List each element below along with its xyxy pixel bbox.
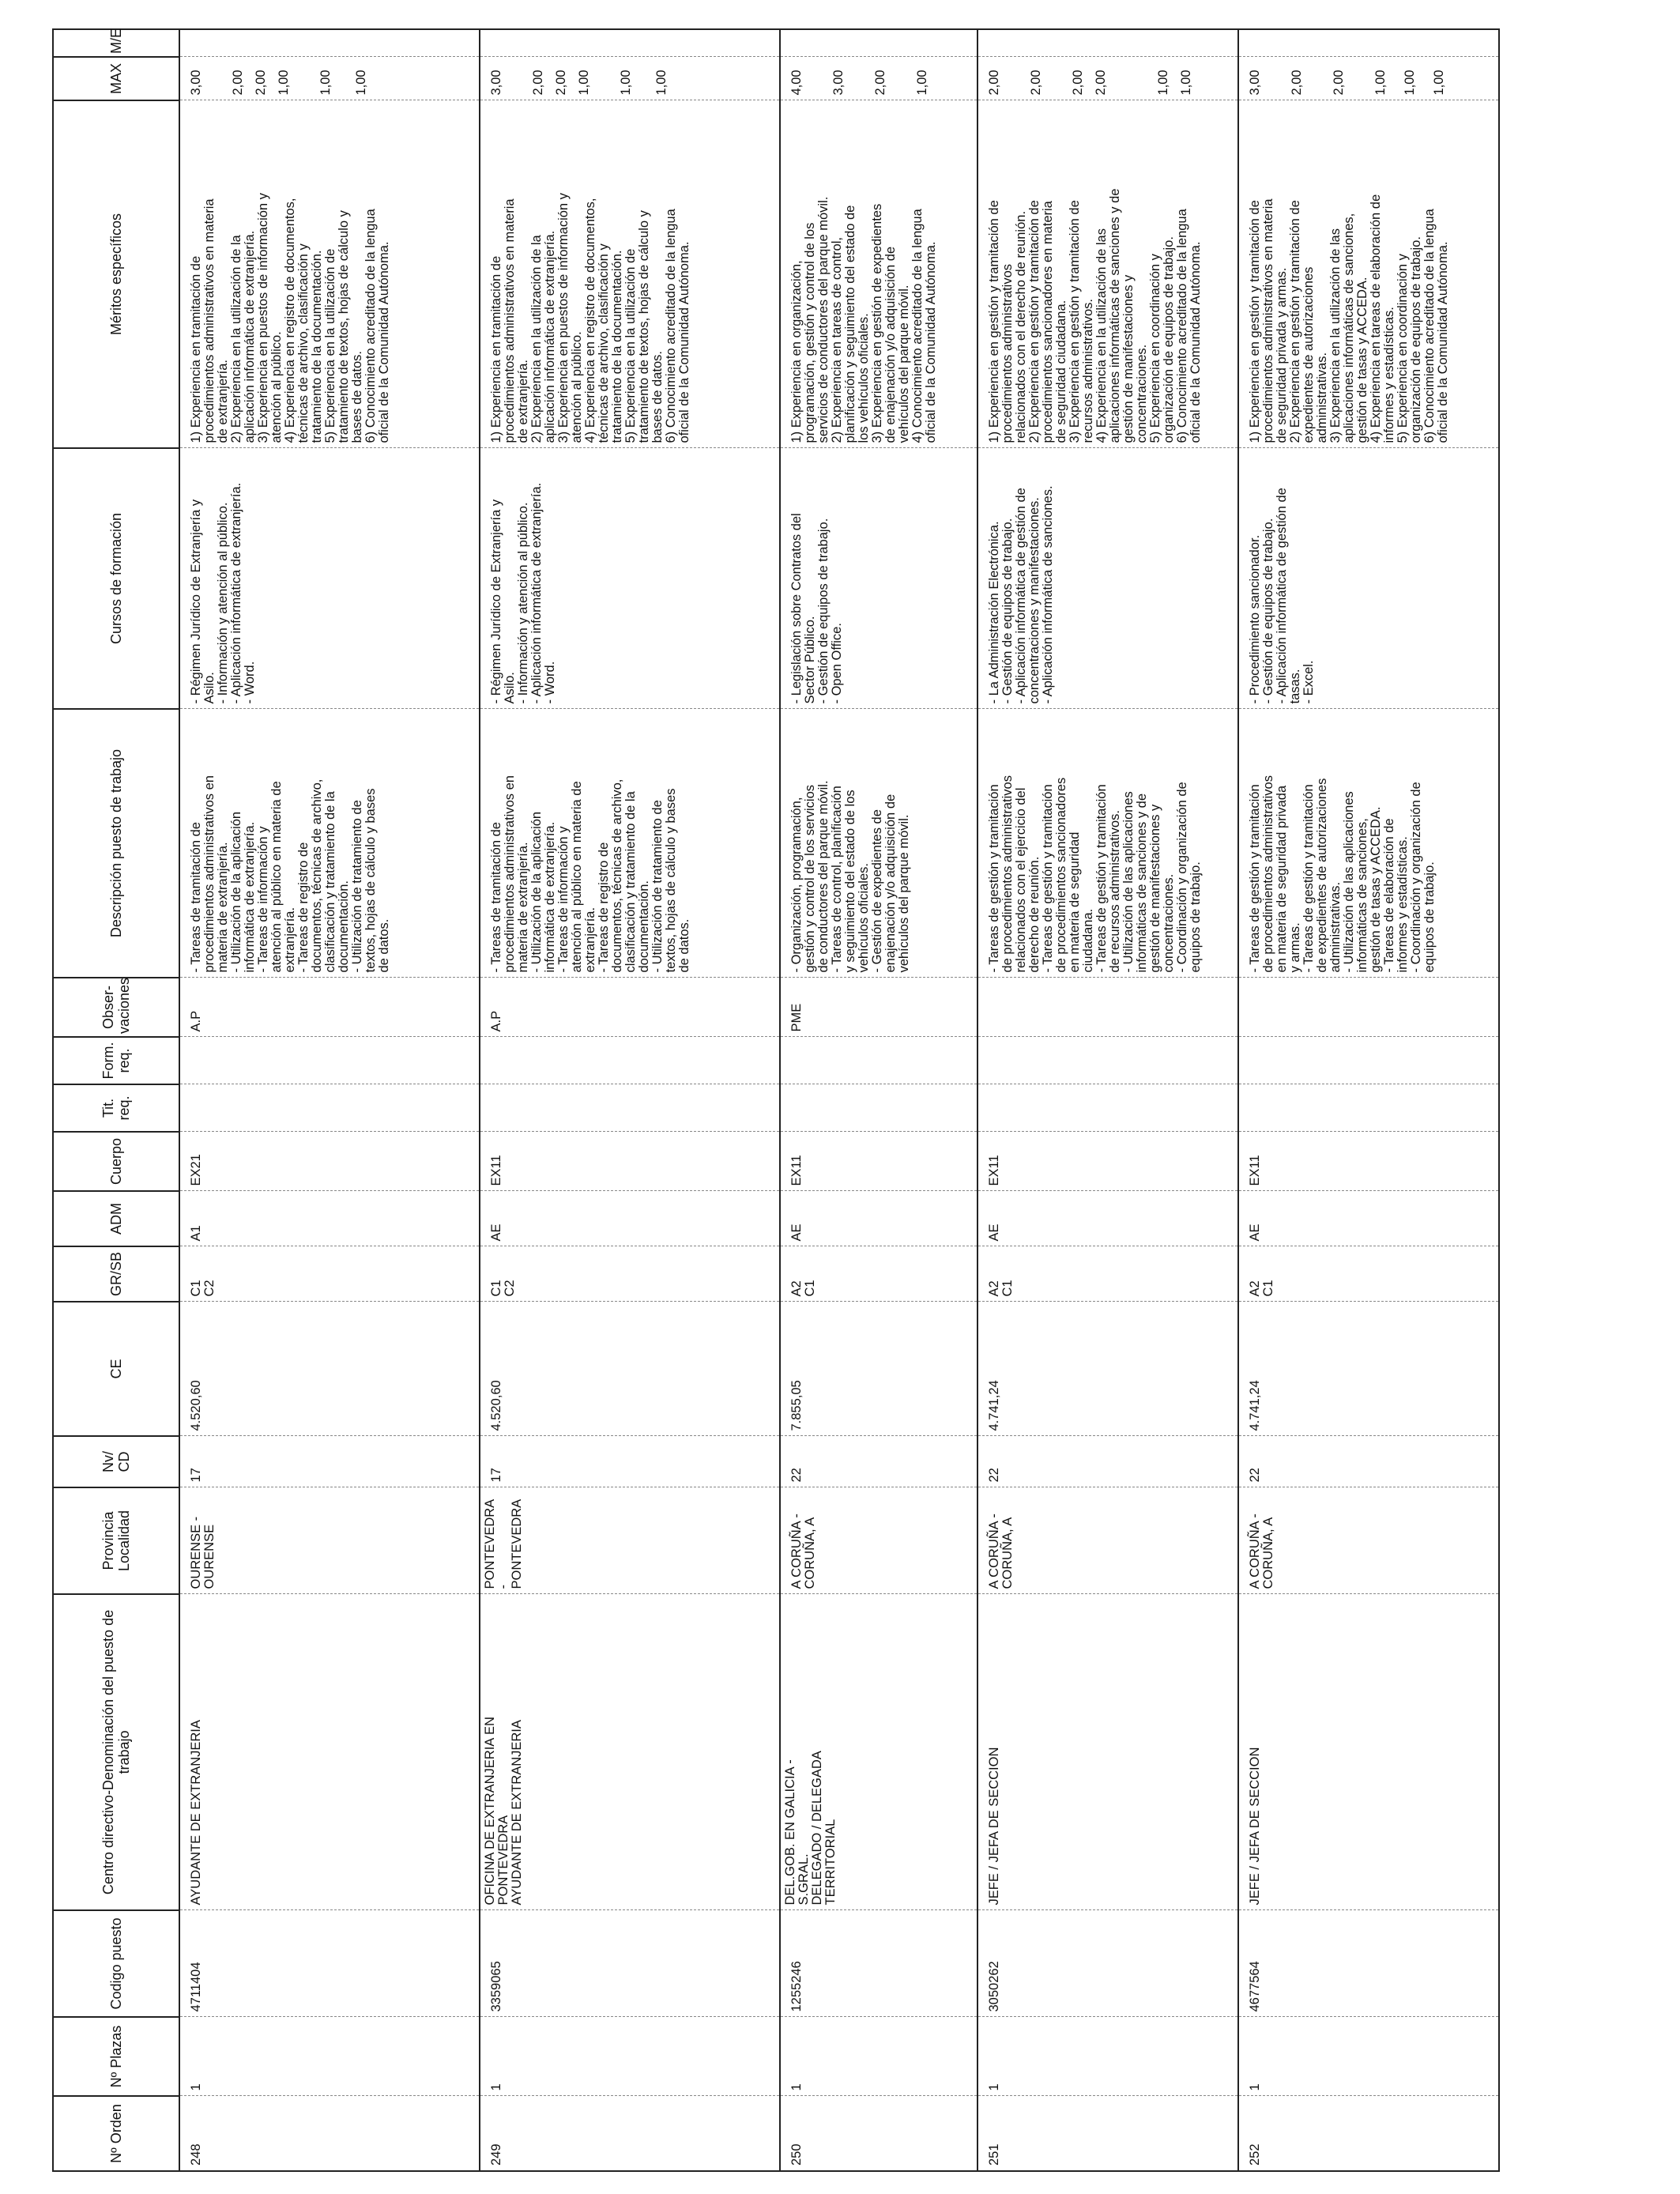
me-cell [179,29,480,57]
provincia-cell: PONTEVEDRA - PONTEVEDRA [480,1487,780,1594]
max-value: 1,00 [1156,70,1170,96]
descripcion-cell: - Organización, programación, gestión y control de los servicios de conductores del parque móvil. - Tareas de control, planificación y seguimiento del estado de los vehículos oficiales. - Gestión de expedientes de enajenación y/o adquisición de vehículos del parque móvil. [780,709,977,978]
max-value: 3,00 [1248,70,1262,96]
obs-cell: PME [780,978,977,1037]
codigo-cell: 3050262 [977,1910,1238,2017]
descripcion-cell: - Tareas de tramitación de procedimientos administrativos en materia de extranjería. - Utilización de la aplicación informática de extranjería. - Tareas de información y atención al público en materia de extranjería. - Tareas de registro de documentos, técnicas de archivo, clasificación y tratamiento de la documentación. - Utilización de tratamiento de textos, hojas de cálculo y bases de datos. [480,709,780,978]
plazas-cell: 1 [780,2017,977,2096]
header-tit: Tit. req. [53,1084,179,1132]
header-gr: GR/SB [53,1246,179,1302]
orden-cell: 248 [179,2096,480,2171]
cuerpo-cell: EX11 [1238,1132,1499,1191]
form-cell [1238,1037,1499,1084]
plazas-cell: 1 [1238,2017,1499,2096]
gr-cell: A2 C1 [780,1246,977,1302]
me-cell [977,29,1238,57]
max-cell [179,57,480,100]
header-descripcion: Descripción puesto de trabajo [53,709,179,978]
max-value: 1,00 [619,70,633,96]
cursos-cell: - Régimen Jurídico de Extranjería y Asilo. - Información y atención al público. - Aplicación informática de extranjería. - Word. [480,448,780,709]
max-value: 3,00 [489,70,503,96]
denominacion-puesto: DELEGADO / DELEGADA TERRITORIAL [810,1751,838,1906]
me-cell [780,29,977,57]
centro-cell [179,1594,480,1910]
max-cell [1238,57,1499,100]
max-cell [480,57,780,100]
me-cell [480,29,780,57]
max-value: 1,00 [1432,70,1446,96]
tit-cell [480,1084,780,1132]
max-value: 1,00 [354,70,368,96]
provincia-cell: OURENSE - OURENSE [179,1487,480,1594]
ce-cell: 4.741,24 [1238,1302,1499,1436]
header-centro: Centro directivo-Denominación del puesto de trabajo [53,1594,179,1910]
codigo-cell: 3359065 [480,1910,780,2017]
nv-cell: 22 [977,1436,1238,1487]
gr-cell: A2 C1 [1238,1246,1499,1302]
header-provincia: Provincia Localidad [53,1487,179,1594]
form-cell [480,1037,780,1084]
header-codigo: Codigo puesto [53,1910,179,2017]
codigo-cell: 4711404 [179,1910,480,2017]
max-value: 2,00 [531,70,545,96]
tit-cell [1238,1084,1499,1132]
denominacion-puesto: AYUDANTE DE EXTRANJERIA [189,1720,203,1906]
nv-cell: 17 [480,1436,780,1487]
ce-cell: 7.855,05 [780,1302,977,1436]
nv-cell: 22 [780,1436,977,1487]
nv-cell: 17 [179,1436,480,1487]
ce-cell: 4.520,60 [480,1302,780,1436]
tit-cell [780,1084,977,1132]
max-value: 2,00 [987,70,1001,96]
max-value: 2,00 [1071,70,1085,96]
max-value: 1,00 [577,70,591,96]
centro-directivo: OFICINA DE EXTRANJERIA EN PONTEVEDRA [483,1717,510,1906]
centro-cell [977,1594,1238,1910]
obs-cell: A.P [480,978,780,1037]
cursos-cell: - Legislación sobre Contratos del Sector Público. - Gestión de equipos de trabajo. - Open Office. [780,448,977,709]
table-header [53,29,179,2171]
max-value: 1,00 [318,70,333,96]
meritos-cell: 1) Experiencia en tramitación de procedimientos administrativos en materia de extranjería. 2) Experiencia en la utilización de la aplicación informática de extranjería. 3) Experiencia en puestos de información y atención al público. 4) Experiencia en registro de documentos, técnicas de archivo, clasificación y tratamiento de la documentación. 5) Experiencia en la utilización de tratamiento de textos, hojas de cálculo y bases de datos. 6) Conocimiento acreditado de la lengua oficial de la Comunidad Autónoma. [480,100,780,448]
descripcion-cell: - Tareas de gestión y tramitación de procedimientos administrativos relacionados con el ejercicio del derecho de reunión. - Tareas de gestión y tramitación de procedimientos sancionadores en materia de seguridad ciudadana. - Tareas de gestión y tramitación de recursos administrativos. - Utilización de las aplicaciones informáticas de sanciones y de gestión de manifestaciones y concentraciones. - Coordinación y organización de equipos de trabajo. [977,709,1238,978]
centro-cell [1238,1594,1499,1910]
form-cell [179,1037,480,1084]
adm-cell: AE [480,1191,780,1246]
max-value: 2,00 [1332,70,1346,96]
codigo-cell: 4677564 [1238,1910,1499,2017]
centro-directivo: DEL.GOB. EN GALICIA - S.GRAL. [783,1759,811,1906]
meritos-cell: 1) Experiencia en organización, programación, gestión y control de los servicios de conductores del parque móvil. 2) Experiencia en tareas de control, planificación y seguimiento del estado de los vehículos oficiales. 3) Experiencia en gestión de expedientes de enajenación y/o adquisición de vehículos del parque móvil. 4) Conocimiento acreditado de la lengua oficial de la Comunidad Autónoma. [780,100,977,448]
header-cuerpo: Cuerpo [53,1132,179,1191]
nv-cell: 22 [1238,1436,1499,1487]
header-plazas: Nº Plazas [53,2017,179,2096]
table-row [480,29,780,2171]
max-value: 1,00 [1179,70,1193,96]
max-value: 2,00 [231,70,245,96]
cuerpo-cell: EX21 [179,1132,480,1191]
obs-cell: A.P [179,978,480,1037]
cursos-cell: - Procedimiento sancionador. - Gestión de equipos de trabajo. - Aplicación informática de gestión de tasas. - Excel. [1238,448,1499,709]
provincia-cell: A CORUÑA - CORUÑA, A [780,1487,977,1594]
cuerpo-cell: EX11 [480,1132,780,1191]
max-cell [780,57,977,100]
gr-cell: A2 C1 [977,1246,1238,1302]
denominacion-puesto: JEFE / JEFA DE SECCION [1248,1747,1262,1906]
gr-cell: C1 C2 [480,1246,780,1302]
obs-cell [977,978,1238,1037]
max-value: 3,00 [831,70,846,96]
meritos-cell: 1) Experiencia en gestión y tramitación de procedimientos administrativos relacionados con el derecho de reunión. 2) Experiencia en gestión y tramitación de procedimientos sancionadores en materia de seguridad ciudadana. 3) Experiencia en gestión y tramitación de recursos administrativos. 4) Experiencia en la utilización de las aplicaciones informáticas de sanciones y de gestión de manifestaciones y concentraciones. 5) Experiencia en coordinación y organización de equipos de trabajo. 6) Conocimiento acreditado de la lengua oficial de la Comunidad Autónoma. [977,100,1238,448]
provincia-cell: A CORUÑA - CORUÑA, A [1238,1487,1499,1594]
header-max: MAX [53,57,179,100]
max-value: 2,00 [1029,70,1043,96]
header-orden: Nº Orden [53,2096,179,2171]
plazas-cell: 1 [179,2017,480,2096]
denominacion-puesto: AYUDANTE DE EXTRANJERIA [510,1720,524,1906]
cursos-cell: - La Administración Electrónica. - Gestión de equipos de trabajo. - Aplicación informática de gestión de concentraciones y manifestaciones. - Aplicación informática de sanciones. [977,448,1238,709]
orden-cell: 251 [977,2096,1238,2171]
obs-cell [1238,978,1499,1037]
form-cell [780,1037,977,1084]
adm-cell: A1 [179,1191,480,1246]
max-value: 4,00 [789,70,804,96]
max-value: 1,00 [1373,70,1388,96]
max-value: 3,00 [189,70,203,96]
max-value: 2,00 [1290,70,1304,96]
header-adm: ADM [53,1191,179,1246]
me-cell [1238,29,1499,57]
table-body [179,29,1499,2171]
ce-cell: 4.741,24 [977,1302,1238,1436]
orden-cell: 250 [780,2096,977,2171]
header-obs: Obser- vaciones [53,978,179,1037]
table-row [1238,29,1499,2171]
tit-cell [977,1084,1238,1132]
orden-cell: 252 [1238,2096,1499,2171]
table-row [179,29,480,2171]
descripcion-cell: - Tareas de gestión y tramitación de procedimientos administrativos en materia de seguridad privada y armas. - Tareas de gestión y tramitación de expedientes de autorizaciones administrativas. - Utilización de las aplicaciones informáticas de sanciones, gestión de tasas y ACCEDA. - Tareas de elaboración de informes y estadísticas. - Coordinación y organización de equipos de trabajo. [1238,709,1499,978]
header-cursos: Cursos de formación [53,448,179,709]
denominacion-puesto: JEFE / JEFA DE SECCION [987,1747,1001,1906]
header-ce: CE [53,1302,179,1436]
header-nv: Nv/ CD [53,1436,179,1487]
job-positions-table [52,28,1500,2172]
cuerpo-cell: EX11 [977,1132,1238,1191]
codigo-cell: 1255246 [780,1910,977,2017]
tit-cell [179,1084,480,1132]
max-value: 1,00 [1403,70,1417,96]
centro-cell [480,1594,780,1910]
max-value: 1,00 [277,70,291,96]
gr-cell: C1 C2 [179,1246,480,1302]
header-form: Form. req. [53,1037,179,1084]
max-value: 2,00 [1094,70,1108,96]
header-meritos: Méritos específicos [53,100,179,448]
meritos-cell: 1) Experiencia en gestión y tramitación de procedimientos administrativos en materia de seguridad privada y armas. 2) Experiencia en gestión y tramitación de expedientes de autorizaciones administrativas. 3) Experiencia en la utilización de las aplicaciones informáticas de sanciones, gestión de tasas y ACCEDA. 4) Experiencia en tareas de elaboración de informes y estadísticas. 5) Experiencia en coordinación y organización de equipos de trabajo. 6) Conocimiento acreditado de la lengua oficial de la Comunidad Autónoma. [1238,100,1499,448]
max-value: 2,00 [873,70,887,96]
meritos-cell: 1) Experiencia en tramitación de procedimientos administrativos en materia de extranjería. 2) Experiencia en la utilización de la aplicación informática de extranjería. 3) Experiencia en puestos de información y atención al público. 4) Experiencia en registro de documentos, técnicas de archivo, clasificación y tratamiento de la documentación. 5) Experiencia en la utilización de tratamiento de textos, hojas de cálculo y bases de datos. 6) Conocimiento acreditado de la lengua oficial de la Comunidad Autónoma. [179,100,480,448]
adm-cell: AE [1238,1191,1499,1246]
max-value: 1,00 [654,70,669,96]
form-cell [977,1037,1238,1084]
ce-cell: 4.520,60 [179,1302,480,1436]
table-row [977,29,1238,2171]
centro-cell [780,1594,977,1910]
provincia-cell: A CORUÑA - CORUÑA, A [977,1487,1238,1594]
cursos-cell: - Régimen Jurídico de Extranjería y Asilo. - Información y atención al público. - Aplicación informática de extranjería. - Word. [179,448,480,709]
max-cell [977,57,1238,100]
cuerpo-cell: EX11 [780,1132,977,1191]
adm-cell: AE [780,1191,977,1246]
orden-cell: 249 [480,2096,780,2171]
adm-cell: AE [977,1191,1238,1246]
max-value: 2,00 [554,70,568,96]
descripcion-cell: - Tareas de tramitación de procedimientos administrativos en materia de extranjería. - Utilización de la aplicación informática de extranjería. - Tareas de información y atención al público en materia de extranjería. - Tareas de registro de documentos, técnicas de archivo, clasificación y tratamiento de la documentación. - Utilización de tratamiento de textos, hojas de cálculo y bases de datos. [179,709,480,978]
max-value: 2,00 [254,70,268,96]
rotated-page [52,30,1664,2172]
max-value: 1,00 [915,70,929,96]
plazas-cell: 1 [977,2017,1238,2096]
header-me: M/E [53,29,179,57]
plazas-cell: 1 [480,2017,780,2096]
table-row [780,29,977,2171]
